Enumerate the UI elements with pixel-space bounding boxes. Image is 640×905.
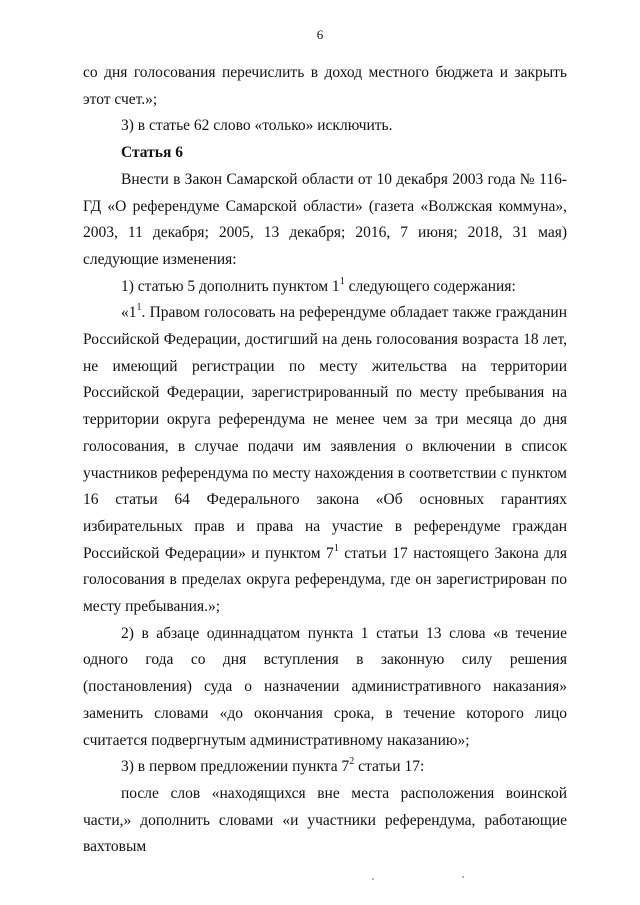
scan-speck xyxy=(462,876,464,878)
item-3-text: 3) в первом предложении пункта 7 xyxy=(121,758,350,776)
paragraph-item-3 xyxy=(83,754,567,781)
document-body xyxy=(83,60,567,861)
voting-right-text-end: статьи 17 настоящего Закона для голосования в пределах округа референдума, где он зарегистрирован по месту пребывания.»; xyxy=(83,544,567,616)
page-number: 6 xyxy=(316,27,324,42)
voting-right-superscript: 1 xyxy=(136,302,142,314)
paragraph-law-intro: Внести в Закон Самарской области от 10 декабря 2003 года № 116-ГД «О референдуме Самарской области» (газета «Волжская коммуна», 2003, 11 декабря; 2005, 13 декабря; 2016, 7 июня; 2018, 31 мая) следующие изменения: xyxy=(83,170,567,268)
paragraph-voting-right xyxy=(83,300,567,620)
voting-right-start: «1 xyxy=(121,304,137,322)
voting-right-text: . Правом голосовать на референдуме обладает также гражданин Российской Федерации, достигший на день голосования возраста 18 лет, не имеющий регистрации по месту жительства на территории Российской Федерации, зарегистрированный по месту пребывания на территории округа референдума не менее чем за три месяца до дня голосования, в случае подачи им заявления о включении в список участников референдума по месту нахождения в соответствии с пунктом 16 статьи 64 Федерального закона «Об основных гарантиях избирательных прав и права на участие в референдуме граждан Российской Федерации» и пунктом 7 xyxy=(83,304,567,562)
voting-right-superscript-2: 1 xyxy=(333,542,339,554)
item-3-superscript: 2 xyxy=(349,756,355,768)
item-1-text-end: следующего содержания: xyxy=(344,277,516,295)
paragraph-after-words: после слов «находящихся вне места расположения воинской части,» дополнить словами «и участники референдума, работающие вахтовым xyxy=(83,784,567,856)
item-3-text-end: статьи 17: xyxy=(354,758,425,776)
paragraph-account-closing: со дня голосования перечислить в доход местного бюджета и закрыть этот счет.»; xyxy=(83,64,567,108)
paragraph-item-1 xyxy=(83,274,567,301)
item-1-superscript: 1 xyxy=(339,275,345,287)
item-1-text: 1) статью 5 дополнить пунктом 1 xyxy=(121,277,340,295)
article-heading: Статья 6 xyxy=(121,144,183,162)
paragraph-article-62: 3) в статье 62 слово «только» исключить. xyxy=(121,117,393,135)
paragraph-item-2: 2) в абзаце одиннадцатом пункта 1 статьи 13 слова «в течение одного года со дня вступления в законную силу решения (постановления) суда о назначении административного наказания» заменить словами «до окончания срока, в течение которого лицо считается подвергнутым административному наказанию»; xyxy=(83,624,567,749)
scan-speck xyxy=(372,878,374,880)
